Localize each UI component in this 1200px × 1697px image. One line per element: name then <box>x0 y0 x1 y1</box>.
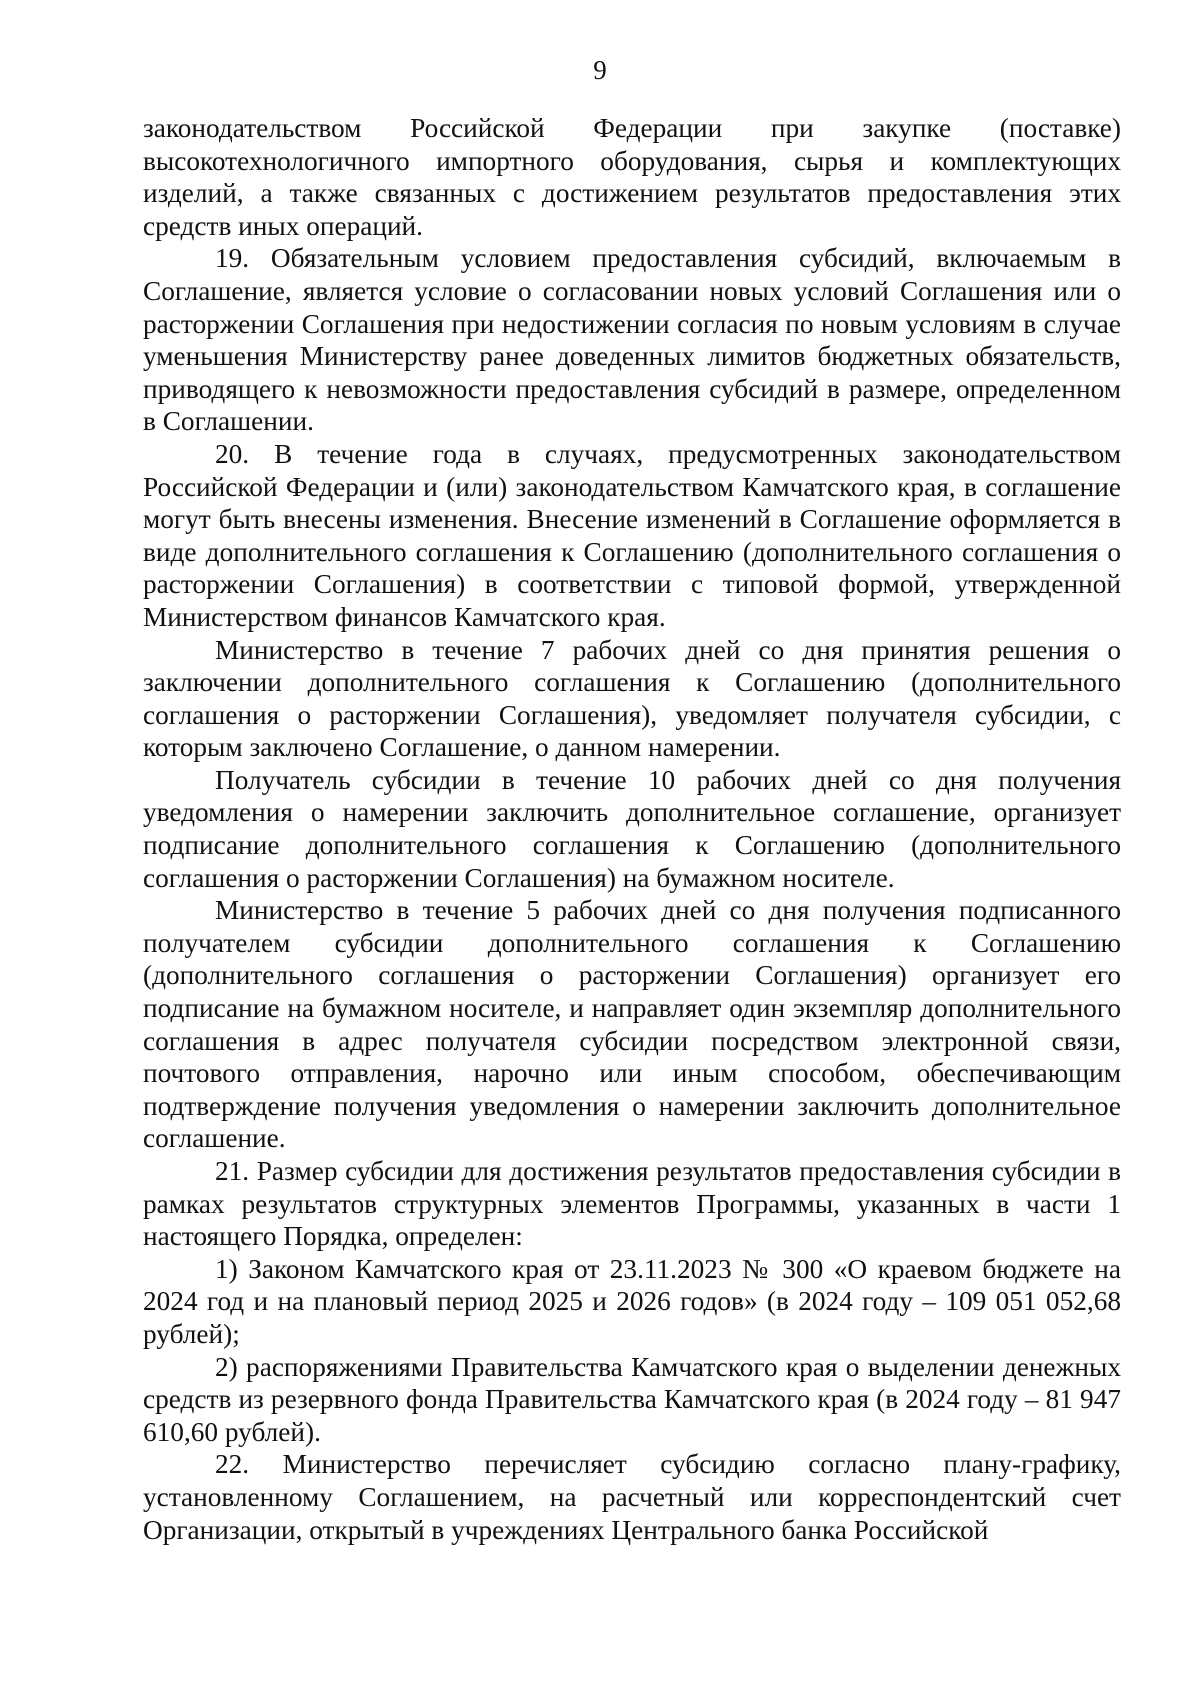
paragraph-continuation: законодательством Российской Федерации при закупке (поставке) высокотехнологичного импортного оборудования, сырья и комплектующих изделий, а также связанных с достижением результатов предоставления этих средств иных операций. <box>143 113 1121 241</box>
paragraph-21-item-1: 1) Законом Камчатского края от 23.11.2023 № 300 «О краевом бюджете на 2024 год и на плановый период 2025 и 2026 годов» (в 2024 году – 109 051 052,68 рублей); <box>143 1253 1121 1349</box>
page-number: 9 <box>593 55 607 85</box>
document-body <box>143 112 1121 1546</box>
paragraph-21-item-2: 2) распоряжениями Правительства Камчатского края о выделении денежных средств из резервного фонда Правительства Камчатского края (в 2024 году – 81 947 610,60 рублей). <box>143 1351 1121 1447</box>
paragraph-21: 21. Размер субсидии для достижения результатов предоставления субсидии в рамках результатов структурных элементов Программы, указанных в части 1 настоящего Порядка, определен: <box>143 1156 1121 1252</box>
paragraph-20-ministry-notice: Министерство в течение 7 рабочих дней со дня принятия решения о заключении дополнительного соглашения к Соглашению (дополнительного соглашения о расторжении Соглашения), уведомляет получателя субсидии, с которым заключено Соглашение, о данном намерении. <box>143 634 1121 763</box>
paragraph-19: 19. Обязательным условием предоставления субсидий, включаемым в Соглашение, является условие о согласовании новых условий Соглашения или о расторжении Соглашения при недостижении согласия по новым условиям в случае уменьшения Министерству ранее доведенных лимитов бюджетных обязательств, приводящего к невозможности предоставления субсидий в размере, определенном в Соглашении. <box>143 243 1121 437</box>
paragraph-20-recipient-signing: Получатель субсидии в течение 10 рабочих дней со дня получения уведомления о намерении заключить дополнительное соглашение, организует подписание дополнительного соглашения к Соглашению (дополнительного соглашения о расторжении Соглашения) на бумажном носителе. <box>143 764 1121 893</box>
paragraph-22: 22. Министерство перечисляет субсидию согласно плану-графику, установленному Соглашением, на расчетный или корреспондентский счет Организации, открытый в учреждениях Центрального банка Российской <box>143 1449 1121 1545</box>
paragraph-20-ministry-signing: Министерство в течение 5 рабочих дней со дня получения подписанного получателем субсидии дополнительного соглашения к Соглашению (дополнительного соглашения о расторжении Соглашения) организует его подписание на бумажном носителе, и направляет один экземпляр дополнительного соглашения в адрес получателя субсидии посредством электронной связи, почтового отправления, нарочно или иным способом, обеспечивающим подтверждение получения уведомления о намерении заключить дополнительное соглашение. <box>143 895 1121 1154</box>
paragraph-20: 20. В течение года в случаях, предусмотренных законодательством Российской Федерации и (или) законодательством Камчатского края, в соглашение могут быть внесены изменения. Внесение изменений в Соглашение оформляется в виде дополнительного соглашения к Соглашению (дополнительного соглашения о расторжении Соглашения) в соответствии с типовой формой, утвержденной Министерством финансов Камчатского края. <box>143 438 1121 632</box>
